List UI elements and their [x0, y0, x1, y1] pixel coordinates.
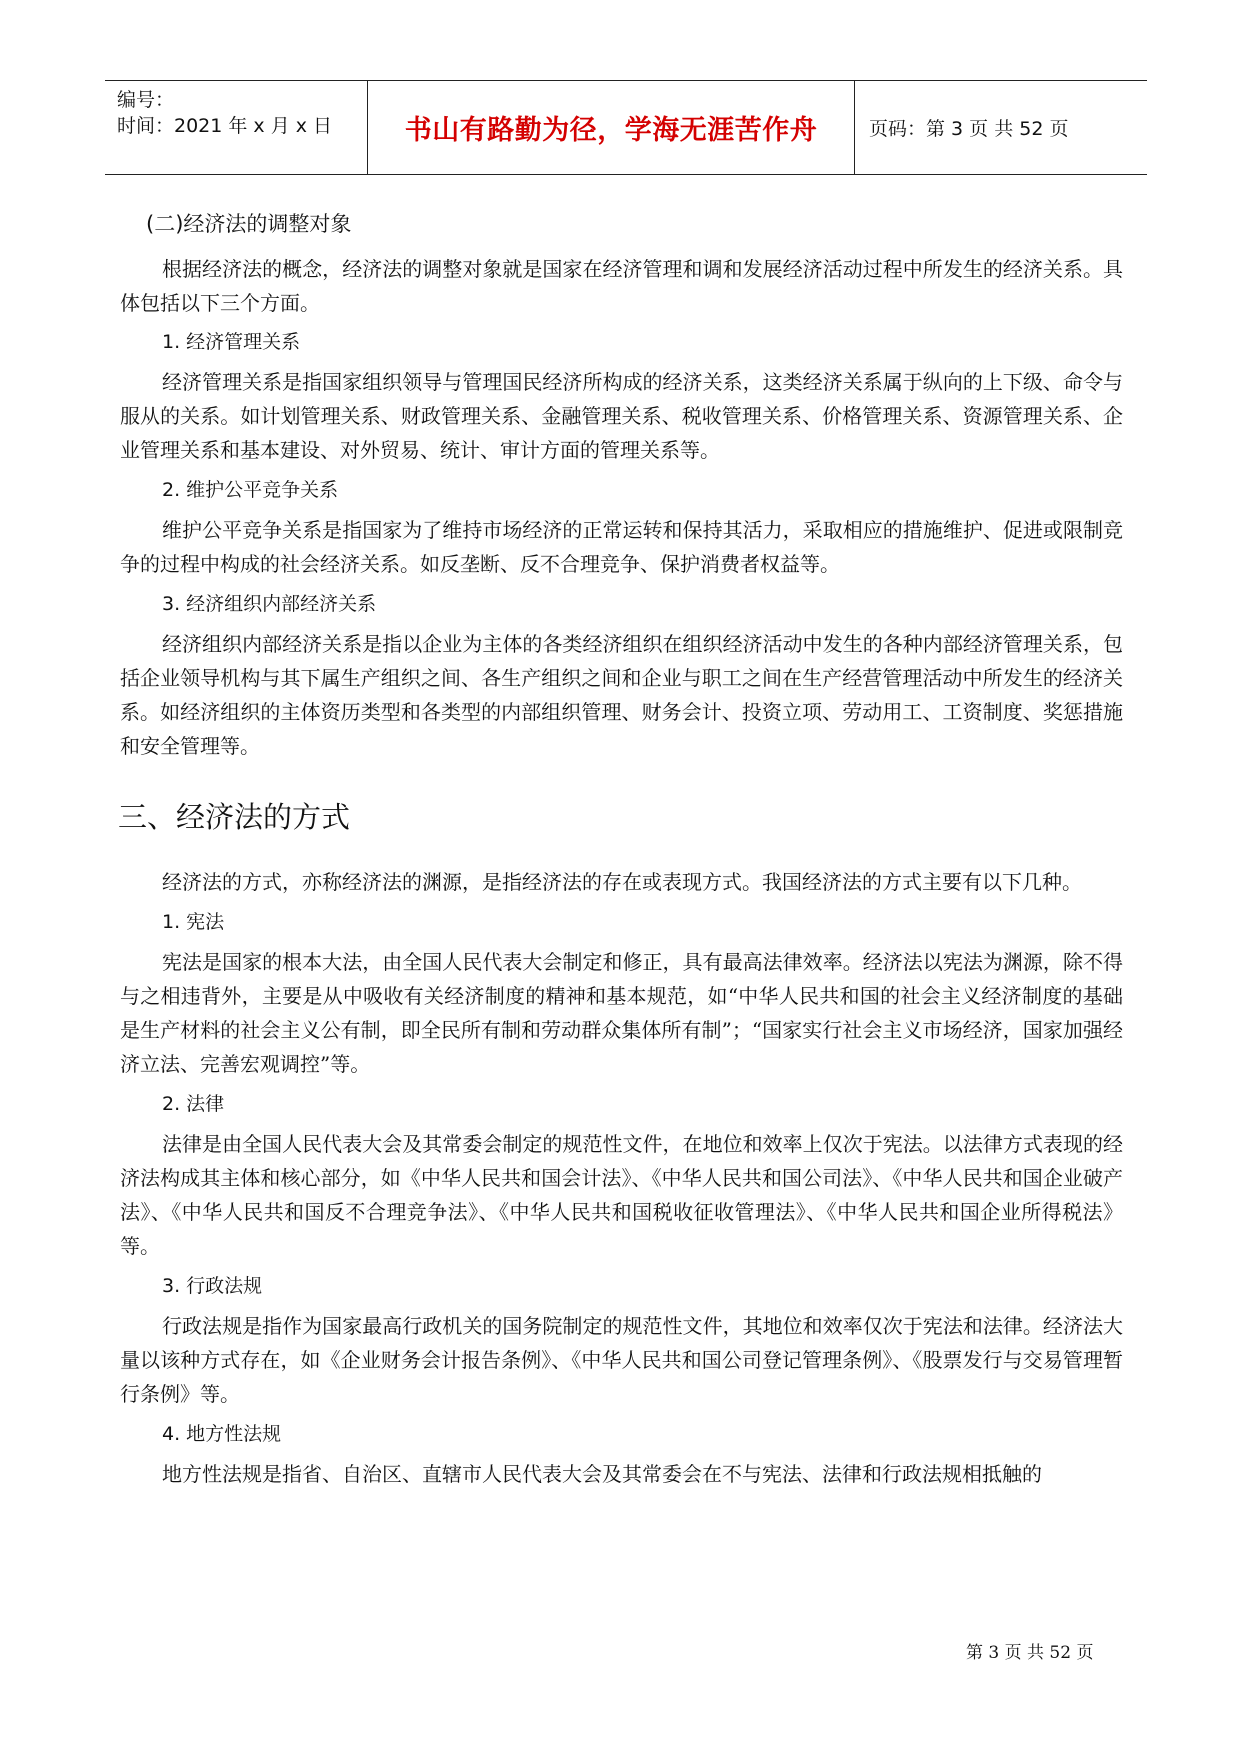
- paragraph-s2-intro: 根据经济法的概念，经济法的调整对象就是国家在经济管理和调和发展经济活动过程中所发生的经济关系。具体包括以下三个方面。: [120, 257, 1123, 315]
- page-footer: 第 3 页 共 52 页: [966, 1643, 1094, 1663]
- list-item-title-economic-management: 1. 经济管理关系: [162, 331, 301, 353]
- header-page-info: 页码：第 3 页 共 52 页: [869, 118, 1069, 140]
- document-body: [120, 210, 1123, 1491]
- paragraph-internal-relations: 经济组织内部经济关系是指以企业为主体的各类经济组织在组织经济活动中发生的各种内部经济管理关系，包括企业领导机构与其下属生产组织之间、各生产组织之间和企业与职工之间在生产经营管理活动中所发生的经济关系。如经济组织的主体资历类型和各类型的内部组织管理、财务会计、投资立项、劳动用工、工资制度、奖惩措施和安全管理等。: [120, 632, 1123, 758]
- paragraph-local-regulations: 地方性法规是指省、自治区、直辖市人民代表大会及其常委会在不与宪法、法律和行政法规相抵触的: [162, 1462, 1042, 1486]
- section-heading-forms-of-law: 三、经济法的方式: [118, 800, 351, 834]
- list-item-title-administrative-regulations: 3. 行政法规: [162, 1275, 263, 1297]
- paragraph-constitution: 宪法是国家的根本大法，由全国人民代表大会制定和修正，具有最高法律效率。经济法以宪法为渊源，除不得与之相违背外，主要是从中吸收有关经济制度的精神和基本规范，如“中华人民共和国的社会主义经济制度的基础是生产材料的社会主义公有制，即全民所有制和劳动群众集体所有制”；“国家实行社会主义市场经济，国家加强经济立法、完善宏观调控”等。: [120, 950, 1123, 1076]
- list-item-title-local-regulations: 4. 地方性法规: [162, 1423, 282, 1445]
- motto-text: 书山有路勤为径，学海无涯苦作舟: [404, 115, 818, 146]
- list-item-title-constitution: 1. 宪法: [162, 911, 225, 933]
- paragraph-fair-competition: 维护公平竞争关系是指国家为了维持市场经济的正常运转和保持其活力，采取相应的措施维护、促进或限制竞争的过程中构成的社会经济关系。如反垄断、反不合理竞争、保护消费者权益等。: [120, 518, 1123, 576]
- doc-number-label: 编号：: [117, 89, 175, 111]
- paragraph-s3-intro: 经济法的方式，亦称经济法的渊源，是指经济法的存在或表现方式。我国经济法的方式主要有以下几种。: [162, 870, 1082, 894]
- doc-time-label: 时间：2021 年 x 月 x 日: [117, 115, 333, 137]
- list-item-title-fair-competition: 2. 维护公平竞争关系: [162, 479, 339, 501]
- paragraph-economic-management: 经济管理关系是指国家组织领导与管理国民经济所构成的经济关系，这类经济关系属于纵向的上下级、命令与服从的关系。如计划管理关系、财政管理关系、金融管理关系、税收管理关系、价格管理关系、资源管理关系、企业管理关系和基本建设、对外贸易、统计、审计方面的管理关系等。: [120, 370, 1123, 462]
- page-header: [105, 80, 1147, 175]
- paragraph-law: 法律是由全国人民代表大会及其常委会制定的规范性文件，在地位和效率上仅次于宪法。以法律方式表现的经济法构成其主体和核心部分，如《中华人民共和国会计法》、《中华人民共和国公司法》、《中华人民共和国企业破产法》、《中华人民共和国反不合理竞争法》、《中华人民共和国税收征收管理法》、《中华人民共和国企业所得税法》等。: [120, 1132, 1123, 1258]
- paragraph-administrative-regulations: 行政法规是指作为国家最高行政机关的国务院制定的规范性文件，其地位和效率仅次于宪法和法律。经济法大量以该种方式存在，如《企业财务会计报告条例》、《中华人民共和国公司登记管理条例》、《股票发行与交易管理暂行条例》等。: [120, 1314, 1123, 1406]
- header-motto-cell: [368, 81, 855, 174]
- list-item-title-law: 2. 法律: [162, 1093, 225, 1115]
- section-heading-adjustment-object: (二)经济法的调整对象: [146, 212, 352, 236]
- list-item-title-internal-relations: 3. 经济组织内部经济关系: [162, 593, 377, 615]
- header-page-cell: [855, 81, 1147, 174]
- header-meta-cell: [105, 81, 368, 174]
